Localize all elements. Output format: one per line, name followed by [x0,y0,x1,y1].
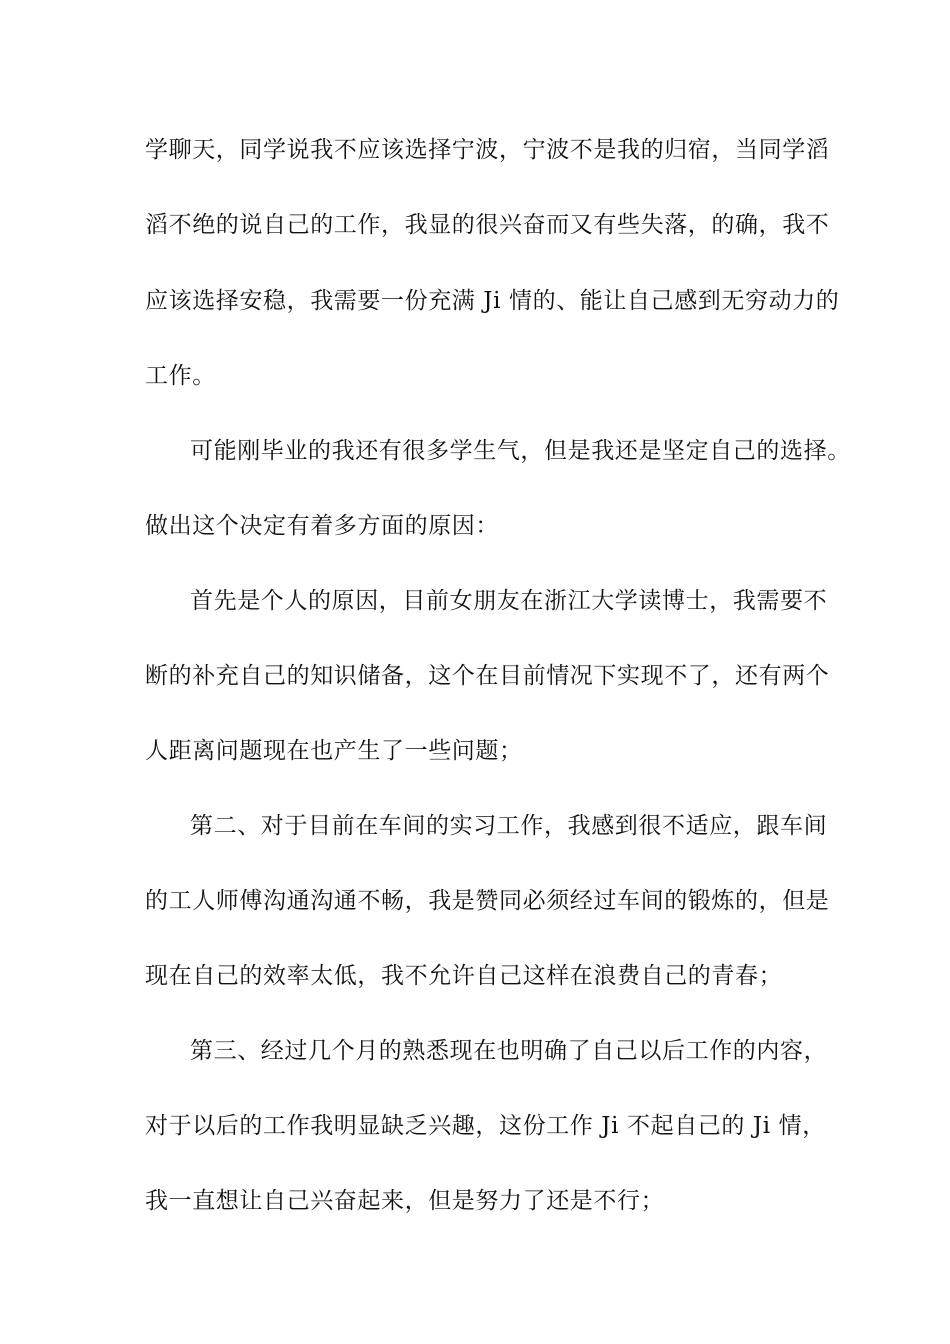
paragraph-line: 应该选择安稳，我需要一份充满 Ji 情的、能让自己感到无穷动力的 [145,288,840,314]
paragraph-line: 我一直想让自己兴奋起来，但是努力了还是不行； [145,1188,665,1214]
paragraph-line: 对于以后的工作我明显缺乏兴趣，这份工作 Ji 不起自己的 Ji 情， [145,1113,826,1139]
paragraph-line: 断的补充自己的知识储备，这个在目前情况下实现不了，还有两个 [145,663,830,689]
paragraph-line: 可能刚毕业的我还有很多学生气，但是我还是坚定自己的选择。 [190,438,851,464]
paragraph-line: 工作。 [145,363,216,389]
paragraph-line: 第二、对于目前在车间的实习工作，我感到很不适应，跟车间 [190,813,828,839]
paragraph-line: 现在自己的效率太低，我不允许自己这样在浪费自己的青春； [145,963,783,989]
paragraph-line: 做出这个决定有着多方面的原因： [145,513,499,539]
paragraph-line: 第三、经过几个月的熟悉现在也明确了自己以后工作的内容， [190,1038,828,1064]
paragraph-line: 学聊天，同学说我不应该选择宁波，宁波不是我的归宿，当同学滔 [145,137,830,163]
paragraph-line: 滔不绝的说自己的工作，我显的很兴奋而又有些失落，的确，我不 [145,212,830,238]
paragraph-line: 首先是个人的原因，目前女朋友在浙江大学读博士，我需要不 [190,588,828,614]
paragraph-line: 的工人师傅沟通沟通不畅，我是赞同必须经过车间的锻炼的，但是 [145,888,830,914]
paragraph-line: 人距离问题现在也产生了一些问题； [145,738,523,764]
